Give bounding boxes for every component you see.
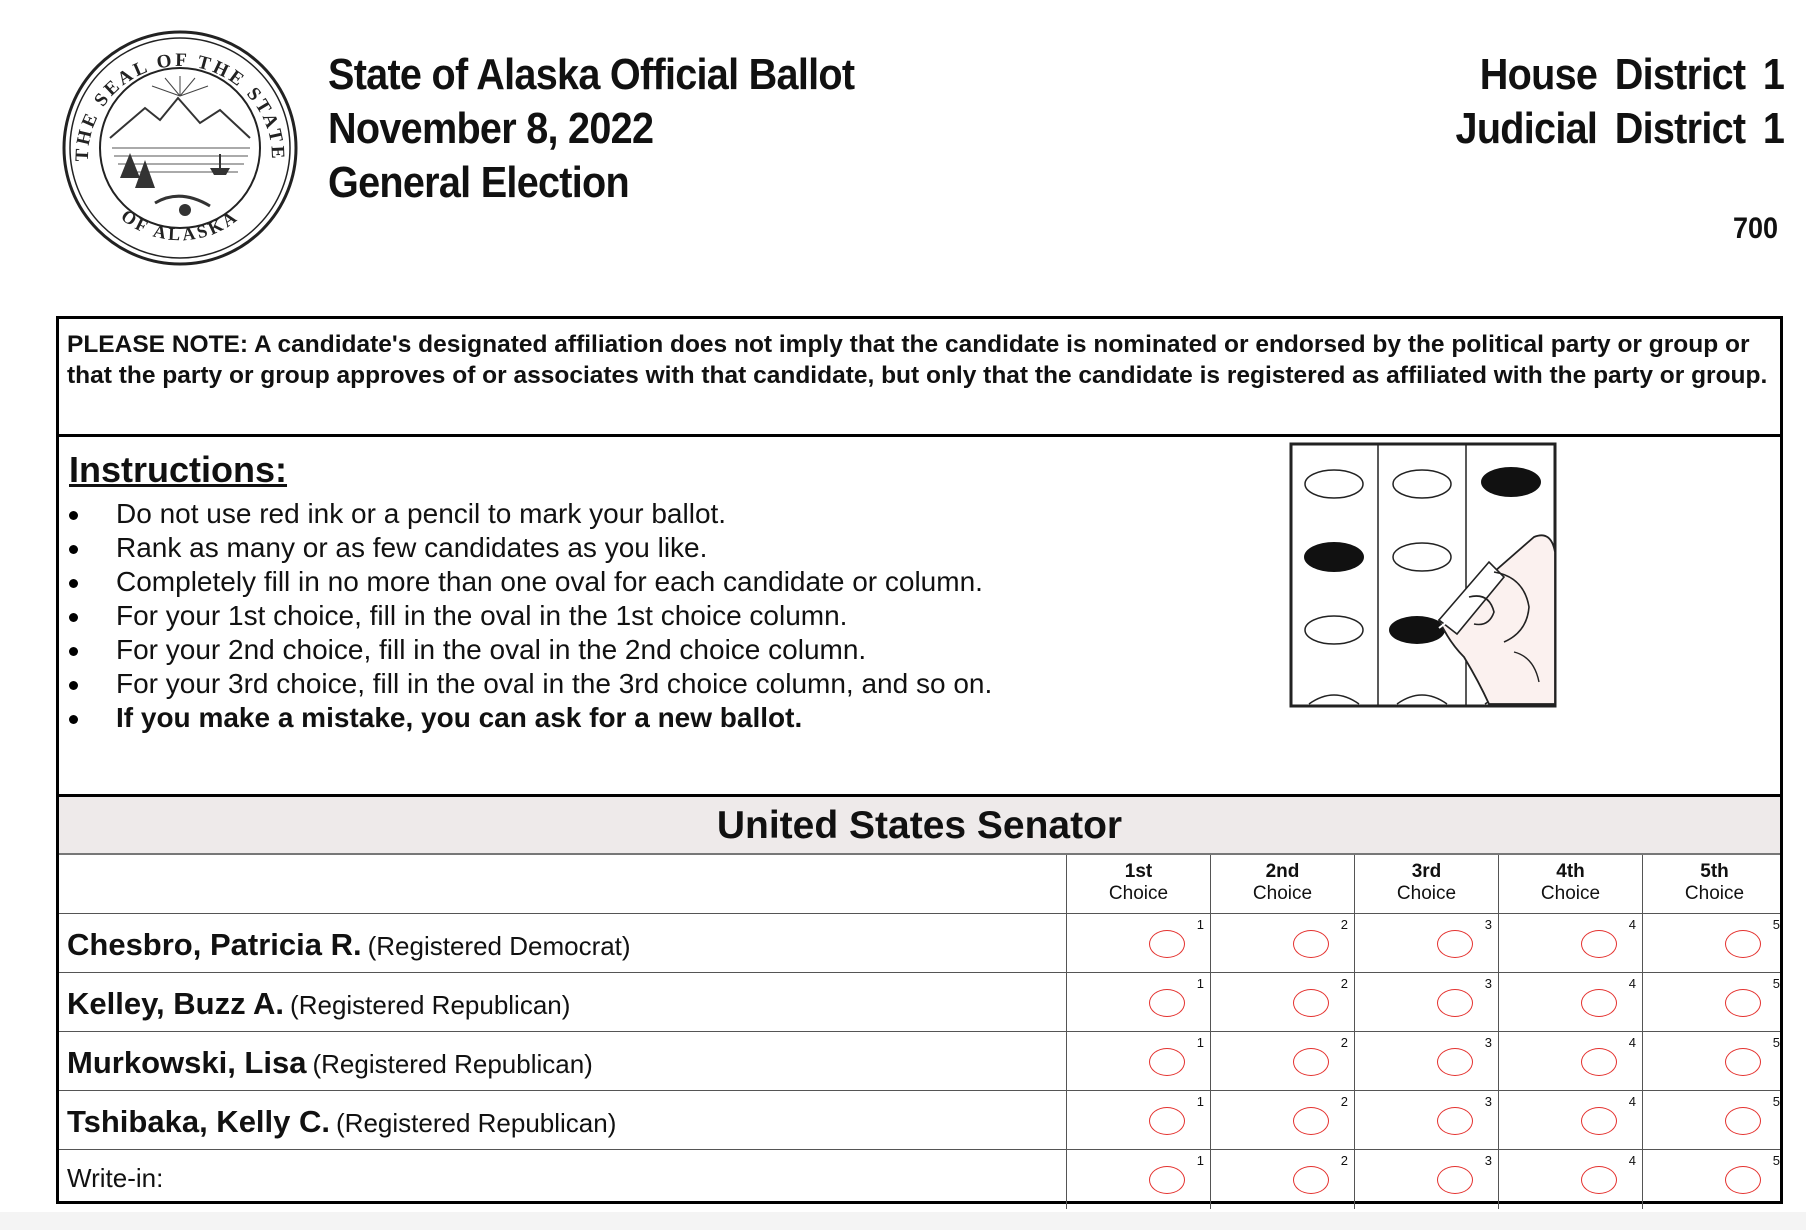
candidate-affiliation: (Registered Democrat) [367, 931, 631, 961]
candidate-label [67, 1091, 616, 1150]
candidate-row [59, 914, 1780, 973]
bullet-icon [69, 511, 78, 520]
choice-number: 5 [1772, 917, 1780, 932]
instruction-item: For your 1st choice, fill in the oval in the 1st choice column. [59, 599, 992, 633]
candidate-label [67, 973, 570, 1032]
vote-oval-choice-4[interactable] [1581, 930, 1617, 958]
choice-number: 1 [1196, 976, 1204, 991]
choice-header-4: 4th Choice [1498, 855, 1642, 913]
write-in-label: Write-in: [67, 1163, 164, 1193]
instruction-item: For your 2nd choice, fill in the oval in the 2nd choice column. [59, 633, 992, 667]
instructions-title: Instructions: [69, 449, 288, 490]
choice-cell-2 [1210, 1091, 1354, 1149]
candidate-name: Murkowski, Lisa [67, 1045, 307, 1080]
choice-cell-5 [1642, 1091, 1786, 1149]
choice-number: 5 [1772, 976, 1780, 991]
bullet-icon [69, 579, 78, 588]
vote-oval-choice-1[interactable] [1149, 1166, 1185, 1194]
vote-oval-choice-5[interactable] [1725, 930, 1761, 958]
bullet-icon [69, 613, 78, 622]
vote-oval-choice-3[interactable] [1437, 1166, 1473, 1194]
choice-cell-2 [1210, 1150, 1354, 1209]
bullet-icon [69, 715, 78, 724]
choice-number: 2 [1340, 917, 1348, 932]
vote-oval-choice-3[interactable] [1437, 1107, 1473, 1135]
choice-number: 3 [1484, 1094, 1492, 1109]
state-seal-logo [60, 28, 300, 268]
choice-number: 2 [1340, 1094, 1348, 1109]
choice-cell-4 [1498, 973, 1642, 1031]
svg-text:THE SEAL OF THE STATE [72, 50, 288, 162]
candidate-row [59, 1032, 1780, 1091]
bullet-icon [69, 545, 78, 554]
choice-number: 1 [1196, 1035, 1204, 1050]
choice-cell-4 [1498, 1032, 1642, 1090]
choice-number: 1 [1196, 1094, 1204, 1109]
candidate-affiliation: (Registered Republican) [312, 1049, 593, 1079]
choice-cell-3 [1354, 1150, 1498, 1209]
choice-number: 2 [1340, 1153, 1348, 1168]
candidate-label [67, 914, 631, 973]
choice-cell-2 [1210, 973, 1354, 1031]
choice-cell-1 [1066, 1091, 1210, 1149]
ballot-title-block [328, 48, 913, 210]
choice-number: 1 [1196, 1153, 1204, 1168]
choice-cell-1 [1066, 1150, 1210, 1209]
ballot-frame [56, 316, 1783, 1204]
choice-cell-4 [1498, 1150, 1642, 1209]
choice-cell-4 [1498, 914, 1642, 972]
choice-cell-5 [1642, 973, 1786, 1031]
choice-number: 4 [1628, 976, 1636, 991]
bullet-icon [69, 681, 78, 690]
precinct-number: 700 [1732, 212, 1778, 245]
choice-header-2: 2nd Choice [1210, 855, 1354, 913]
vote-oval-choice-1[interactable] [1149, 989, 1185, 1017]
marking-example-illustration [1289, 442, 1557, 708]
contest-title: United States Senator [59, 797, 1780, 855]
vote-oval-choice-5[interactable] [1725, 989, 1761, 1017]
candidate-row [59, 1091, 1780, 1150]
choice-number: 5 [1772, 1035, 1780, 1050]
vote-oval-choice-5[interactable] [1725, 1048, 1761, 1076]
choice-cell-1 [1066, 914, 1210, 972]
choice-cell-3 [1354, 914, 1498, 972]
district-block [1419, 48, 1784, 156]
vote-oval-choice-3[interactable] [1437, 930, 1473, 958]
choice-number: 3 [1484, 1153, 1492, 1168]
instructions-section [59, 437, 1780, 797]
choice-header-1: 1st Choice [1066, 855, 1210, 913]
choice-cell-1 [1066, 973, 1210, 1031]
vote-oval-choice-1[interactable] [1149, 930, 1185, 958]
vote-oval-choice-4[interactable] [1581, 1048, 1617, 1076]
instruction-item: Rank as many or as few candidates as you like. [59, 531, 992, 565]
vote-oval-choice-2[interactable] [1293, 989, 1329, 1017]
choice-number: 2 [1340, 1035, 1348, 1050]
vote-oval-choice-2[interactable] [1293, 1048, 1329, 1076]
ballot-title: State of Alaska Official Ballot [328, 50, 855, 99]
instructions-list [59, 497, 992, 735]
vote-oval-choice-5[interactable] [1725, 1166, 1761, 1194]
election-date: November 8, 2022 [328, 104, 654, 153]
choice-cell-2 [1210, 1032, 1354, 1090]
candidate-label [67, 1032, 593, 1091]
instruction-item: Do not use red ink or a pencil to mark your ballot. [59, 497, 992, 531]
choice-cell-4 [1498, 1091, 1642, 1149]
candidate-row [59, 973, 1780, 1032]
affiliation-note: PLEASE NOTE: A candidate's designated affiliation does not imply that the candidate is nominated or endorsed by the political party or group or that the party or group approves of or associates with that candidate, but only that the candidate is registered as affiliated with the party or group. [59, 319, 1780, 437]
choice-cell-1 [1066, 1032, 1210, 1090]
choice-header-5: 5th Choice [1642, 855, 1786, 913]
candidate-name: Chesbro, Patricia R. [67, 927, 362, 962]
choice-cell-5 [1642, 914, 1786, 972]
vote-oval-choice-1[interactable] [1149, 1048, 1185, 1076]
judicial-district: Judicial District 1 [1455, 104, 1784, 153]
candidate-affiliation: (Registered Republican) [290, 990, 571, 1020]
vote-oval-choice-2[interactable] [1293, 930, 1329, 958]
vote-oval-choice-4[interactable] [1581, 989, 1617, 1017]
page-bottom-edge [0, 1212, 1806, 1230]
vote-oval-choice-3[interactable] [1437, 1048, 1473, 1076]
choice-number: 1 [1196, 917, 1204, 932]
candidate-affiliation: (Registered Republican) [336, 1108, 617, 1138]
choice-number: 4 [1628, 1035, 1636, 1050]
candidate-grid [59, 855, 1780, 1209]
write-in-row [59, 1150, 1780, 1209]
seal-outer-text: THE SEAL OF THE STATE [71, 49, 289, 162]
choice-number: 4 [1628, 1094, 1636, 1109]
election-type: General Election [328, 158, 629, 207]
choice-number: 2 [1340, 976, 1348, 991]
choice-cell-5 [1642, 1150, 1786, 1209]
vote-oval-choice-1[interactable] [1149, 1107, 1185, 1135]
choice-number: 5 [1772, 1094, 1780, 1109]
house-district: House District 1 [1479, 50, 1784, 99]
choice-number: 3 [1484, 917, 1492, 932]
vote-oval-choice-5[interactable] [1725, 1107, 1761, 1135]
bullet-icon [69, 647, 78, 656]
choice-number: 4 [1628, 1153, 1636, 1168]
choice-cell-3 [1354, 1032, 1498, 1090]
choice-header-3: 3rd Choice [1354, 855, 1498, 913]
seal-bottom-text: OF ALASKA [117, 205, 243, 245]
vote-oval-choice-3[interactable] [1437, 989, 1473, 1017]
choice-number: 4 [1628, 917, 1636, 932]
choice-cell-3 [1354, 973, 1498, 1031]
choice-cell-5 [1642, 1032, 1786, 1090]
choice-cell-3 [1354, 1091, 1498, 1149]
choice-number: 3 [1484, 976, 1492, 991]
instruction-item: For your 3rd choice, fill in the oval in the 3rd choice column, and so on. [59, 667, 992, 701]
vote-oval-choice-4[interactable] [1581, 1166, 1617, 1194]
vote-oval-choice-2[interactable] [1293, 1166, 1329, 1194]
vote-oval-choice-4[interactable] [1581, 1107, 1617, 1135]
choice-number: 5 [1772, 1153, 1780, 1168]
candidate-name: Tshibaka, Kelly C. [67, 1104, 331, 1139]
candidate-name: Kelley, Buzz A. [67, 986, 285, 1021]
instruction-item: Completely fill in no more than one oval for each candidate or column. [59, 565, 992, 599]
instruction-item: If you make a mistake, you can ask for a new ballot. [59, 701, 992, 735]
vote-oval-choice-2[interactable] [1293, 1107, 1329, 1135]
choice-number: 3 [1484, 1035, 1492, 1050]
choice-header-row [59, 855, 1780, 914]
choice-cell-2 [1210, 914, 1354, 972]
